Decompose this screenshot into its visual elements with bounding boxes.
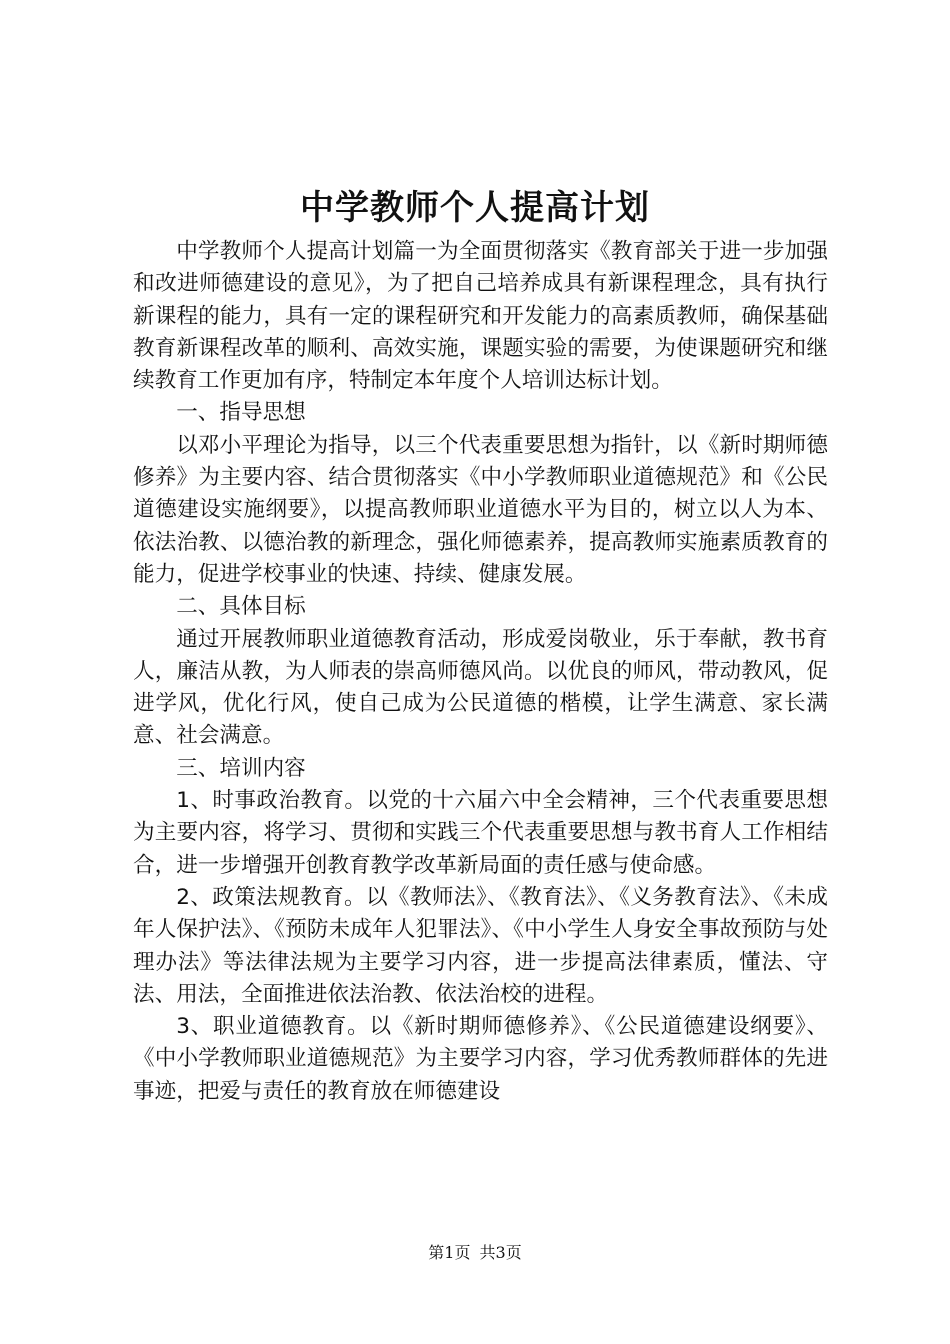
page-number: 第1页	[428, 1243, 471, 1262]
section-heading-guiding-ideology: 一、指导思想	[176, 400, 306, 426]
guiding-ideology-paragraph: 以邓小平理论为指导，以三个代表重要思想为指针，以《新时期师德修养》为主要内容、结合贯彻落实《中小学教师职业道德规范》和《公民道德建设实施纲要》，以提高教师职业道德水平为目的，树立以人为本、依法治教、以德治教的新理念，强化师德素养，提高教师实施素质教育的能力，促进学校事业的快速、持续、健康发展。	[133, 432, 828, 587]
page-total: 共3页	[479, 1243, 522, 1262]
intro-paragraph: 中学教师个人提高计划篇一为全面贯彻落实《教育部关于进一步加强和改进师德建设的意见》，为了把自己培养成具有新课程理念，具有执行新课程的能力，具有一定的课程研究和开发能力的高素质教师，确保基础教育新课程改革的顺利、高效实施，课题实验的需要，为使课题研究和继续教育工作更加有序，特制定本年度个人培训达标计划。	[133, 239, 828, 394]
document-title: 中学教师个人提高计划	[300, 188, 650, 228]
training-item-2: 2、政策法规教育。以《教师法》、《教育法》、《义务教育法》、《未成年人保护法》、《预防未成年人犯罪法》、《中小学生人身安全事故预防与处理办法》等法律法规为主要学习内容，进一步提高法律素质，懂法、守法、用法，全面推进依法治教、依法治校的进程。	[133, 884, 828, 1007]
specific-goals-paragraph: 通过开展教师职业道德教育活动，形成爱岗敬业，乐于奉献，教书育人，廉洁从教，为人师表的崇高师德风尚。以优良的师风，带动教风，促进学风，优化行风，使自己成为公民道德的楷模，让学生满意、家长满意、社会满意。	[133, 626, 828, 749]
training-item-1: 1、时事政治教育。以党的十六届六中全会精神，三个代表重要思想为主要内容，将学习、贯彻和实践三个代表重要思想与教书育人工作相结合，进一步增强开创教育教学改革新局面的责任感与使命感。	[133, 788, 828, 878]
training-item-3: 3、职业道德教育。以《新时期师德修养》、《公民道德建设纲要》、《中小学教师职业道德规范》为主要学习内容，学习优秀教师群体的先进事迹，把爱与责任的教育放在师德建设	[133, 1014, 828, 1104]
document-body	[133, 236, 828, 1108]
section-heading-specific-goals: 二、具体目标	[176, 594, 306, 620]
section-heading-training-content: 三、培训内容	[176, 755, 306, 781]
page-footer	[0, 1241, 950, 1265]
